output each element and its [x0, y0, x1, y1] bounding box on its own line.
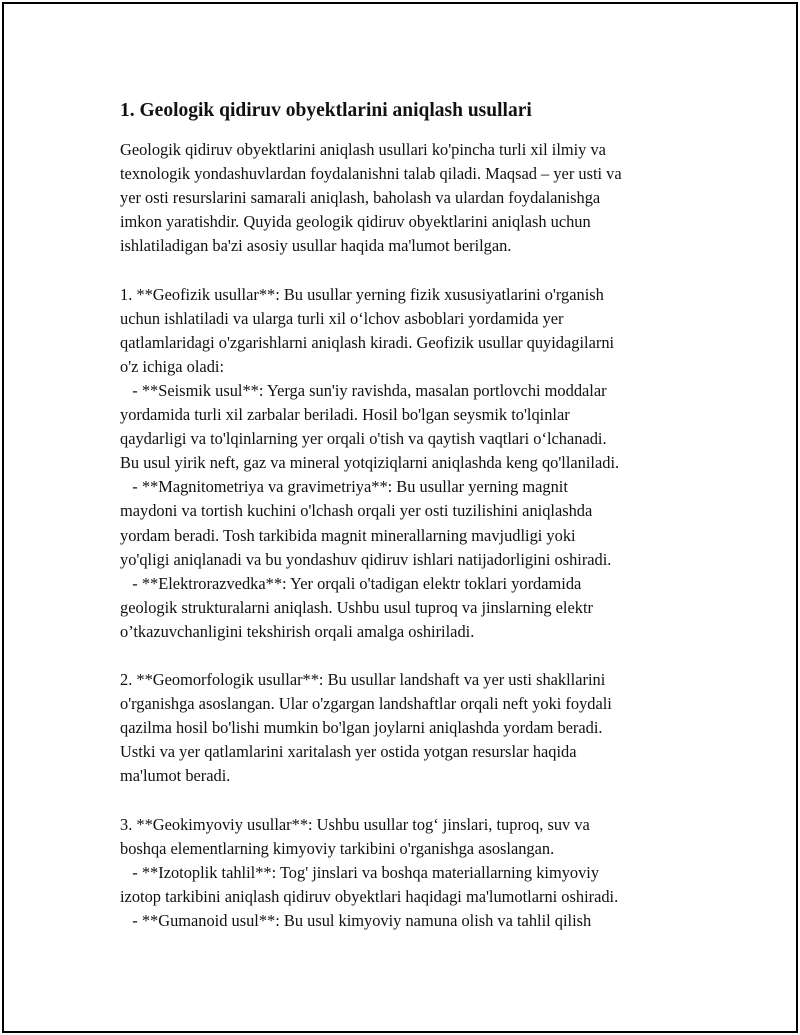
text-line: o’tkazuvchanligini tekshirish orqali amalga oshiriladi.: [120, 621, 475, 641]
document-text: [120, 138, 700, 933]
text-line: Ustki va yer qatlamlarini xaritalash yer ostida yotgan resurslar haqida: [120, 742, 577, 762]
text-line: yordamida turli xil zarbalar beriladi. Hosil bo'lgan seysmik to'lqinlar: [120, 405, 570, 425]
document-body: [120, 98, 700, 933]
text-line: geologik strukturalarni aniqlash. Ushbu usul tuproq va jinslarning elektr: [120, 597, 593, 617]
text-line: Geologik qidiruv obyektlarini aniqlash usullari ko'pincha turli xil ilmiy va: [120, 140, 606, 159]
text-line: maydoni va tortish kuchini o'lchash orqali yer osti tuzilishini aniqlashda: [120, 501, 593, 521]
text-line: texnologik yondashuvlardan foydalanishni talab qiladi. Maqsad – yer usti va: [120, 164, 622, 184]
text-line: o'z ichiga oladi:: [120, 356, 224, 376]
paragraph-break: [120, 644, 700, 668]
text-line: imkon yaratishdir. Quyida geologik qidiruv obyektlarini aniqlash uchun: [120, 212, 591, 232]
text-line: o'rganishga asoslangan. Ular o'zgargan landshaftlar orqali neft yoki foydali: [120, 694, 612, 714]
text-line: izotop tarkibini aniqlash qidiruv obyektlari haqidagi ma'lumotlarni oshiradi.: [120, 886, 619, 906]
text-line: ma'lumot beradi.: [120, 766, 231, 786]
text-line: ishlatiladigan ba'zi asosiy usullar haqida ma'lumot berilgan.: [120, 236, 512, 256]
text-line: qatlamlaridagi o'zgarishlarni aniqlash kiradi. Geofizik usullar quyidagilarni: [120, 332, 615, 352]
text-line: - **Elektrorazvedka**: Yer orqali o'tadigan elektr toklari yordamida: [120, 573, 582, 593]
text-line: - **Izotoplik tahlil**: Tog' jinslari va boshqa materiallarning kimyoviy: [120, 862, 600, 882]
paragraph-break: [120, 258, 700, 282]
text-line: uchun ishlatiladi va ularga turli xil o‘lchov asboblari yordamida yer: [120, 308, 564, 328]
paragraph-break: [120, 789, 700, 813]
text-line: - **Gumanoid usul**: Bu usul kimyoviy namuna olish va tahlil qilish: [120, 911, 592, 930]
document-title: 1. Geologik qidiruv obyektlarini aniqlash usullari: [120, 100, 532, 121]
text-line: qaydarligi va to'lqinlarning yer orqali o'tish va qaytish vaqtlari o‘lchanadi.: [120, 429, 607, 449]
text-line: Bu usul yirik neft, gaz va mineral yotqiziqlarni aniqlashda keng qo'llaniladi.: [120, 453, 620, 473]
text-line: yordam beradi. Tosh tarkibida magnit minerallarning mavjudligi yoki: [120, 525, 576, 545]
text-line: yo'qligi aniqlanadi va bu yondashuv qidiruv ishlari natijadorligini oshiradi.: [120, 549, 612, 569]
text-line: - **Magnitometriya va gravimetriya**: Bu usullar yerning magnit: [120, 477, 568, 497]
text-line: boshqa elementlarning kimyoviy tarkibini o'rganishga asoslangan.: [120, 838, 555, 858]
document-page: [2, 2, 798, 1033]
text-line: - **Seismik usul**: Yerga sun'iy ravishda, masalan portlovchi moddalar: [120, 380, 607, 400]
text-line: yer osti resurslarini samarali aniqlash, baholash va ulardan foydalanishga: [120, 188, 601, 208]
text-line: 3. **Geokimyoviy usullar**: Ushbu usullar tog‘ jinslari, tuproq, suv va: [120, 814, 590, 834]
text-line: 1. **Geofizik usullar**: Bu usullar yerning fizik xususiyatlarini o'rganish: [120, 284, 604, 304]
text-line: qazilma hosil bo'lishi mumkin bo'lgan joylarni aniqlashda yordam beradi.: [120, 718, 603, 738]
text-line: 2. **Geomorfologik usullar**: Bu usullar landshaft va yer usti shakllarini: [120, 670, 606, 690]
